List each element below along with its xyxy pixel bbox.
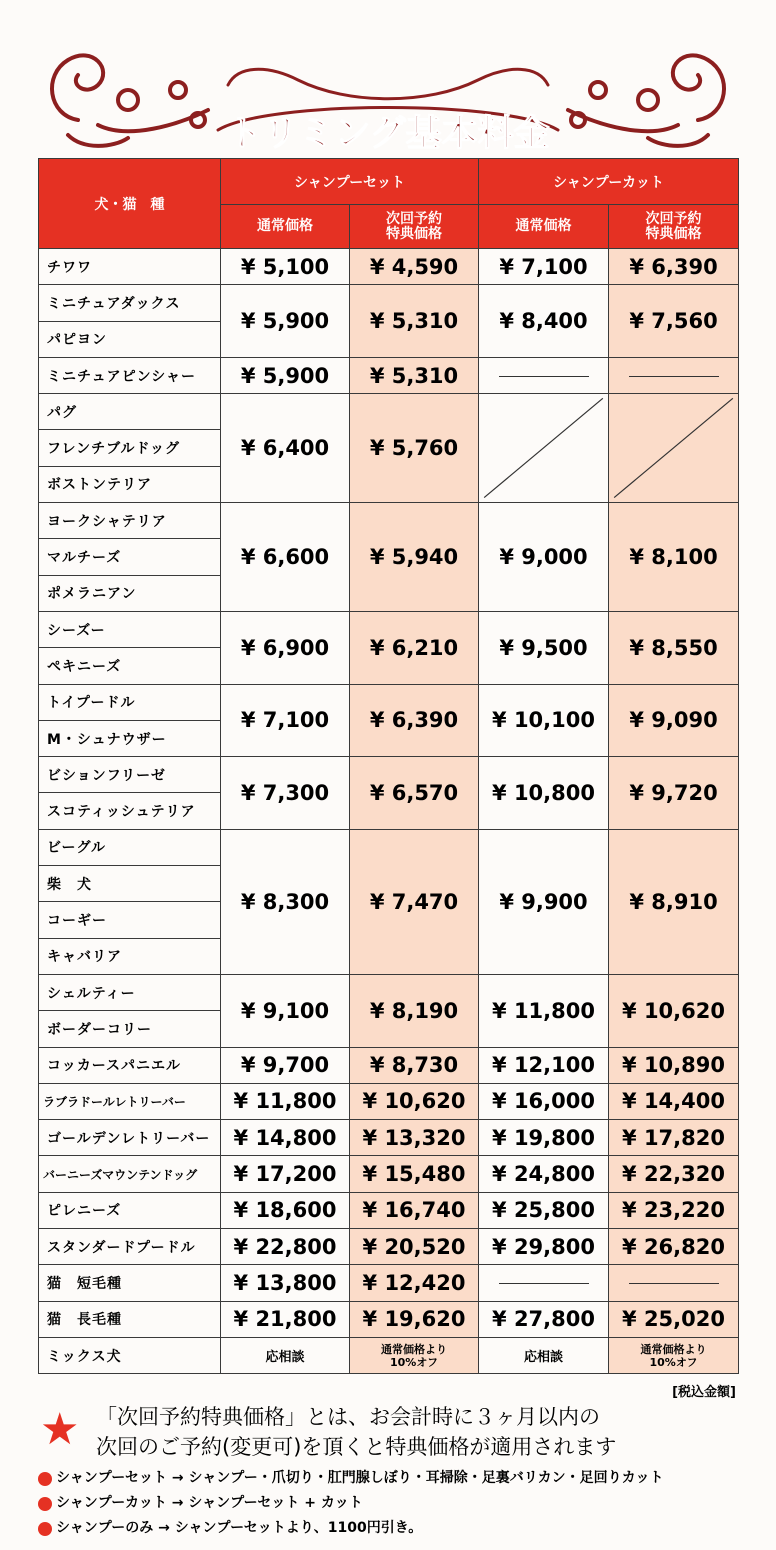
- price-value: ¥ 7,300: [240, 780, 330, 805]
- page-title: トリミング基本料金: [226, 112, 550, 154]
- price-value: ¥ 6,900: [240, 635, 330, 660]
- note-text: シャンプーのみ → シャンプーセットより、1100円引き。: [56, 1520, 423, 1536]
- discount-price: [350, 611, 479, 684]
- regular-price: [479, 974, 609, 1047]
- breed-name: スコティッシュテリア: [39, 793, 221, 829]
- regular-price: [221, 357, 350, 393]
- price-value: ¥ 5,310: [369, 309, 459, 334]
- table-row: [39, 684, 739, 720]
- note-text: シャンプーカット → シャンプーセット + カット: [56, 1495, 363, 1511]
- table-row: [39, 285, 739, 321]
- breed-column-header: 犬・猫 種: [39, 159, 221, 249]
- price-value: ¥ 25,020: [622, 1307, 725, 1332]
- price-value: 応相談: [523, 1350, 563, 1366]
- breed-name: ミニチュアピンシャー: [39, 357, 221, 393]
- breed-name: フレンチブルドッグ: [39, 430, 221, 466]
- discount-price: [350, 684, 479, 757]
- price-value: ¥ 15,480: [362, 1162, 466, 1187]
- regular-price: [479, 684, 609, 757]
- regular-price: [221, 829, 350, 974]
- regular-price: [221, 684, 350, 757]
- breed-name: キャバリア: [39, 938, 221, 974]
- breed-name: ヨークシャテリア: [39, 503, 221, 539]
- not-available-dash: [499, 1283, 589, 1284]
- regular-price: [221, 394, 350, 503]
- regular-price: [221, 1192, 350, 1228]
- discount-price: [350, 503, 479, 612]
- breed-name: ビションフリーゼ: [39, 757, 221, 793]
- regular-price: [479, 1229, 609, 1265]
- discount-price: [609, 1337, 739, 1373]
- regular-price: [221, 249, 350, 285]
- price-value: ¥ 22,800: [233, 1234, 337, 1259]
- regular-price: [221, 1301, 350, 1337]
- price-value: ¥ 9,090: [629, 708, 718, 733]
- discount-price: [350, 1265, 479, 1301]
- price-value: ¥ 14,800: [233, 1125, 337, 1150]
- price-value: ¥ 9,100: [240, 998, 330, 1023]
- table-row: [39, 1301, 739, 1337]
- price-type-header: 通常価格: [479, 205, 609, 249]
- price-value: ¥ 27,800: [492, 1307, 595, 1332]
- price-value: ¥ 21,800: [233, 1307, 337, 1332]
- regular-price: [479, 829, 609, 974]
- price-value: ¥ 10,100: [492, 708, 595, 733]
- price-value: ¥ 16,740: [362, 1198, 466, 1223]
- price-type-header: 次回予約 特典価格: [350, 205, 479, 249]
- group-header: シャンプーカット: [479, 159, 739, 205]
- regular-price: [479, 503, 609, 612]
- table-row: [39, 249, 739, 285]
- title-ornament-header: [38, 30, 738, 160]
- price-value: ¥ 12,420: [362, 1270, 466, 1295]
- breed-name: ビーグル: [39, 829, 221, 865]
- discount-price: [350, 285, 479, 358]
- not-available-dash: [629, 1283, 719, 1284]
- regular-price: [221, 1120, 350, 1156]
- price-value: ¥ 5,100: [240, 254, 330, 279]
- price-value: ¥ 5,940: [369, 545, 459, 570]
- bullet-icon: [38, 1497, 52, 1511]
- table-row: [39, 1083, 739, 1119]
- regular-price: [221, 285, 350, 358]
- price-value: ¥ 29,800: [492, 1234, 595, 1259]
- discount-price: [350, 357, 479, 393]
- regular-price: [479, 1265, 609, 1301]
- discount-price: [609, 757, 739, 830]
- discount-price: [350, 1301, 479, 1337]
- regular-price: [221, 611, 350, 684]
- discount-explanation: [96, 1402, 616, 1462]
- breed-name: マルチーズ: [39, 539, 221, 575]
- price-value: ¥ 5,900: [240, 363, 330, 388]
- regular-price: [479, 1083, 609, 1119]
- discount-price: [609, 1229, 739, 1265]
- note-item: [38, 1516, 664, 1541]
- header-row: [39, 159, 739, 205]
- table-row: [39, 1192, 739, 1228]
- table-row: [39, 829, 739, 865]
- breed-name: コーギー: [39, 902, 221, 938]
- discount-price: [609, 1192, 739, 1228]
- regular-price: [479, 1192, 609, 1228]
- price-value: 通常価格より 10%オフ: [640, 1342, 707, 1369]
- breed-name: シーズー: [39, 611, 221, 647]
- price-value: ¥ 9,000: [499, 545, 588, 570]
- regular-price: [221, 1083, 350, 1119]
- discount-price: [350, 1047, 479, 1083]
- breed-name: チワワ: [39, 249, 221, 285]
- table-row: [39, 1156, 739, 1192]
- breed-name: ピレニーズ: [39, 1192, 221, 1228]
- price-value: ¥ 11,800: [492, 998, 595, 1023]
- table-row: [39, 1337, 739, 1373]
- price-value: ¥ 10,620: [362, 1089, 466, 1114]
- price-value: ¥ 12,100: [492, 1053, 595, 1078]
- breed-name: スタンダードプードル: [39, 1229, 221, 1265]
- price-value: ¥ 20,520: [362, 1234, 466, 1259]
- price-table: [38, 158, 739, 1374]
- price-value: ¥ 9,700: [240, 1053, 330, 1078]
- star-icon: ★: [40, 1404, 80, 1455]
- discount-price: [609, 1265, 739, 1301]
- discount-price: [350, 394, 479, 503]
- regular-price: [221, 1156, 350, 1192]
- discount-price: [350, 829, 479, 974]
- price-value: ¥ 10,620: [622, 998, 725, 1023]
- price-value: ¥ 13,800: [233, 1270, 337, 1295]
- price-value: ¥ 6,390: [629, 254, 718, 279]
- breed-name: パグ: [39, 394, 221, 430]
- not-available-diagonal: [479, 394, 609, 503]
- regular-price: [479, 611, 609, 684]
- price-value: ¥ 11,800: [233, 1089, 337, 1114]
- price-value: ¥ 7,560: [629, 309, 718, 334]
- regular-price: [221, 974, 350, 1047]
- price-value: ¥ 14,400: [622, 1089, 725, 1114]
- table-row: [39, 1120, 739, 1156]
- discount-price: [609, 1047, 739, 1083]
- note-item: [38, 1491, 664, 1516]
- bullet-icon: [38, 1522, 52, 1536]
- breed-name: M・シュナウザー: [39, 720, 221, 756]
- breed-name: トイプードル: [39, 684, 221, 720]
- price-value: ¥ 26,820: [622, 1234, 725, 1259]
- price-value: ¥ 17,200: [233, 1162, 337, 1187]
- price-value: ¥ 5,310: [369, 363, 459, 388]
- breed-name: ラブラドールレトリーバー: [39, 1083, 221, 1119]
- table-row: [39, 1229, 739, 1265]
- breed-name: ミニチュアダックス: [39, 285, 221, 321]
- regular-price: [221, 503, 350, 612]
- discount-price: [350, 1120, 479, 1156]
- regular-price: [479, 357, 609, 393]
- price-type-header: 次回予約 特典価格: [609, 205, 739, 249]
- breed-name: バーニーズマウンテンドッグ: [39, 1156, 221, 1192]
- price-value: ¥ 9,500: [499, 635, 588, 660]
- price-value: ¥ 19,800: [492, 1125, 595, 1150]
- discount-price: [609, 684, 739, 757]
- explanation-line-1: 「次回予約特典価格」とは、お会計時に３ヶ月以内の: [96, 1405, 600, 1429]
- price-type-header: 通常価格: [221, 205, 350, 249]
- price-value: ¥ 7,100: [499, 254, 588, 279]
- price-value: ¥ 8,730: [369, 1053, 459, 1078]
- breed-name: 猫 短毛種: [39, 1265, 221, 1301]
- price-value: ¥ 7,470: [369, 889, 459, 914]
- discount-price: [350, 1083, 479, 1119]
- breed-name: 猫 長毛種: [39, 1301, 221, 1337]
- discount-price: [609, 611, 739, 684]
- table-row: [39, 611, 739, 647]
- discount-price: [609, 829, 739, 974]
- not-available-dash: [629, 376, 719, 377]
- table-row: [39, 1265, 739, 1301]
- regular-price: [221, 1337, 350, 1373]
- discount-price: [350, 1156, 479, 1192]
- breed-name: ボーダーコリー: [39, 1011, 221, 1047]
- regular-price: [479, 1156, 609, 1192]
- breed-name: ボストンテリア: [39, 466, 221, 502]
- price-value: ¥ 8,190: [369, 998, 459, 1023]
- discount-price: [609, 1301, 739, 1337]
- discount-price: [609, 249, 739, 285]
- price-value: ¥ 10,800: [492, 780, 595, 805]
- breed-name: パピヨン: [39, 321, 221, 357]
- breed-name: ミックス犬: [39, 1337, 221, 1373]
- table-row: [39, 757, 739, 793]
- breed-name: ペキニーズ: [39, 648, 221, 684]
- note-text: シャンプーセット → シャンプー・爪切り・肛門腺しぼり・耳掃除・足裏バリカン・足回りカット: [56, 1470, 664, 1486]
- discount-price: [350, 1192, 479, 1228]
- discount-price: [609, 285, 739, 358]
- price-value: ¥ 6,570: [369, 780, 459, 805]
- breed-name: 柴 犬: [39, 866, 221, 902]
- price-value: ¥ 13,320: [362, 1125, 466, 1150]
- breed-name: ゴールデンレトリーバー: [39, 1120, 221, 1156]
- regular-price: [221, 1229, 350, 1265]
- explanation-line-2: 次回のご予約(変更可)を頂くと特典価格が適用されます: [96, 1435, 617, 1459]
- price-value: ¥ 10,890: [622, 1053, 725, 1078]
- price-value: ¥ 23,220: [622, 1198, 725, 1223]
- regular-price: [221, 1265, 350, 1301]
- discount-price: [350, 1337, 479, 1373]
- price-value: ¥ 5,900: [240, 309, 330, 334]
- price-value: ¥ 24,800: [492, 1162, 595, 1187]
- price-value: ¥ 17,820: [622, 1125, 725, 1150]
- tax-note: [税込金額]: [672, 1385, 736, 1400]
- regular-price: [479, 249, 609, 285]
- regular-price: [479, 1337, 609, 1373]
- table-row: [39, 974, 739, 1010]
- price-value: ¥ 7,100: [240, 708, 330, 733]
- price-value: ¥ 4,590: [369, 254, 459, 279]
- discount-price: [350, 249, 479, 285]
- price-value: ¥ 6,390: [369, 708, 459, 733]
- price-value: ¥ 6,600: [240, 545, 330, 570]
- discount-price: [609, 1120, 739, 1156]
- breed-name: ポメラニアン: [39, 575, 221, 611]
- not-available-diagonal: [609, 394, 739, 503]
- table-row: [39, 394, 739, 430]
- discount-price: [609, 1083, 739, 1119]
- table-row: [39, 503, 739, 539]
- price-value: ¥ 8,100: [629, 545, 718, 570]
- price-value: ¥ 8,400: [499, 309, 588, 334]
- regular-price: [479, 1120, 609, 1156]
- regular-price: [479, 1301, 609, 1337]
- price-value: ¥ 22,320: [622, 1162, 725, 1187]
- price-value: ¥ 6,210: [369, 635, 459, 660]
- regular-price: [479, 1047, 609, 1083]
- regular-price: [479, 285, 609, 358]
- discount-price: [350, 974, 479, 1047]
- not-available-dash: [499, 376, 589, 377]
- regular-price: [221, 1047, 350, 1083]
- price-value: ¥ 5,760: [369, 436, 459, 461]
- breed-name: コッカースパニエル: [39, 1047, 221, 1083]
- discount-price: [609, 974, 739, 1047]
- discount-price: [609, 1156, 739, 1192]
- price-value: ¥ 6,400: [240, 436, 330, 461]
- discount-price: [609, 503, 739, 612]
- price-value: ¥ 25,800: [492, 1198, 595, 1223]
- breed-name: シェルティー: [39, 974, 221, 1010]
- price-value: ¥ 9,900: [499, 889, 588, 914]
- regular-price: [221, 757, 350, 830]
- group-header: シャンプーセット: [221, 159, 479, 205]
- discount-price: [350, 757, 479, 830]
- price-value: ¥ 8,910: [629, 889, 718, 914]
- price-value: ¥ 18,600: [233, 1198, 337, 1223]
- note-item: [38, 1466, 664, 1491]
- price-value: ¥ 19,620: [362, 1307, 466, 1332]
- bullet-icon: [38, 1472, 52, 1486]
- price-value: ¥ 8,550: [629, 635, 718, 660]
- price-value: ¥ 9,720: [629, 780, 718, 805]
- regular-price: [479, 757, 609, 830]
- discount-price: [609, 357, 739, 393]
- price-value: 通常価格より 10%オフ: [381, 1342, 447, 1369]
- table-row: [39, 1047, 739, 1083]
- price-value: ¥ 16,000: [492, 1089, 595, 1114]
- service-notes: [38, 1466, 664, 1541]
- price-value: ¥ 8,300: [240, 889, 330, 914]
- price-value: 応相談: [265, 1350, 305, 1366]
- discount-price: [350, 1229, 479, 1265]
- table-row: [39, 357, 739, 393]
